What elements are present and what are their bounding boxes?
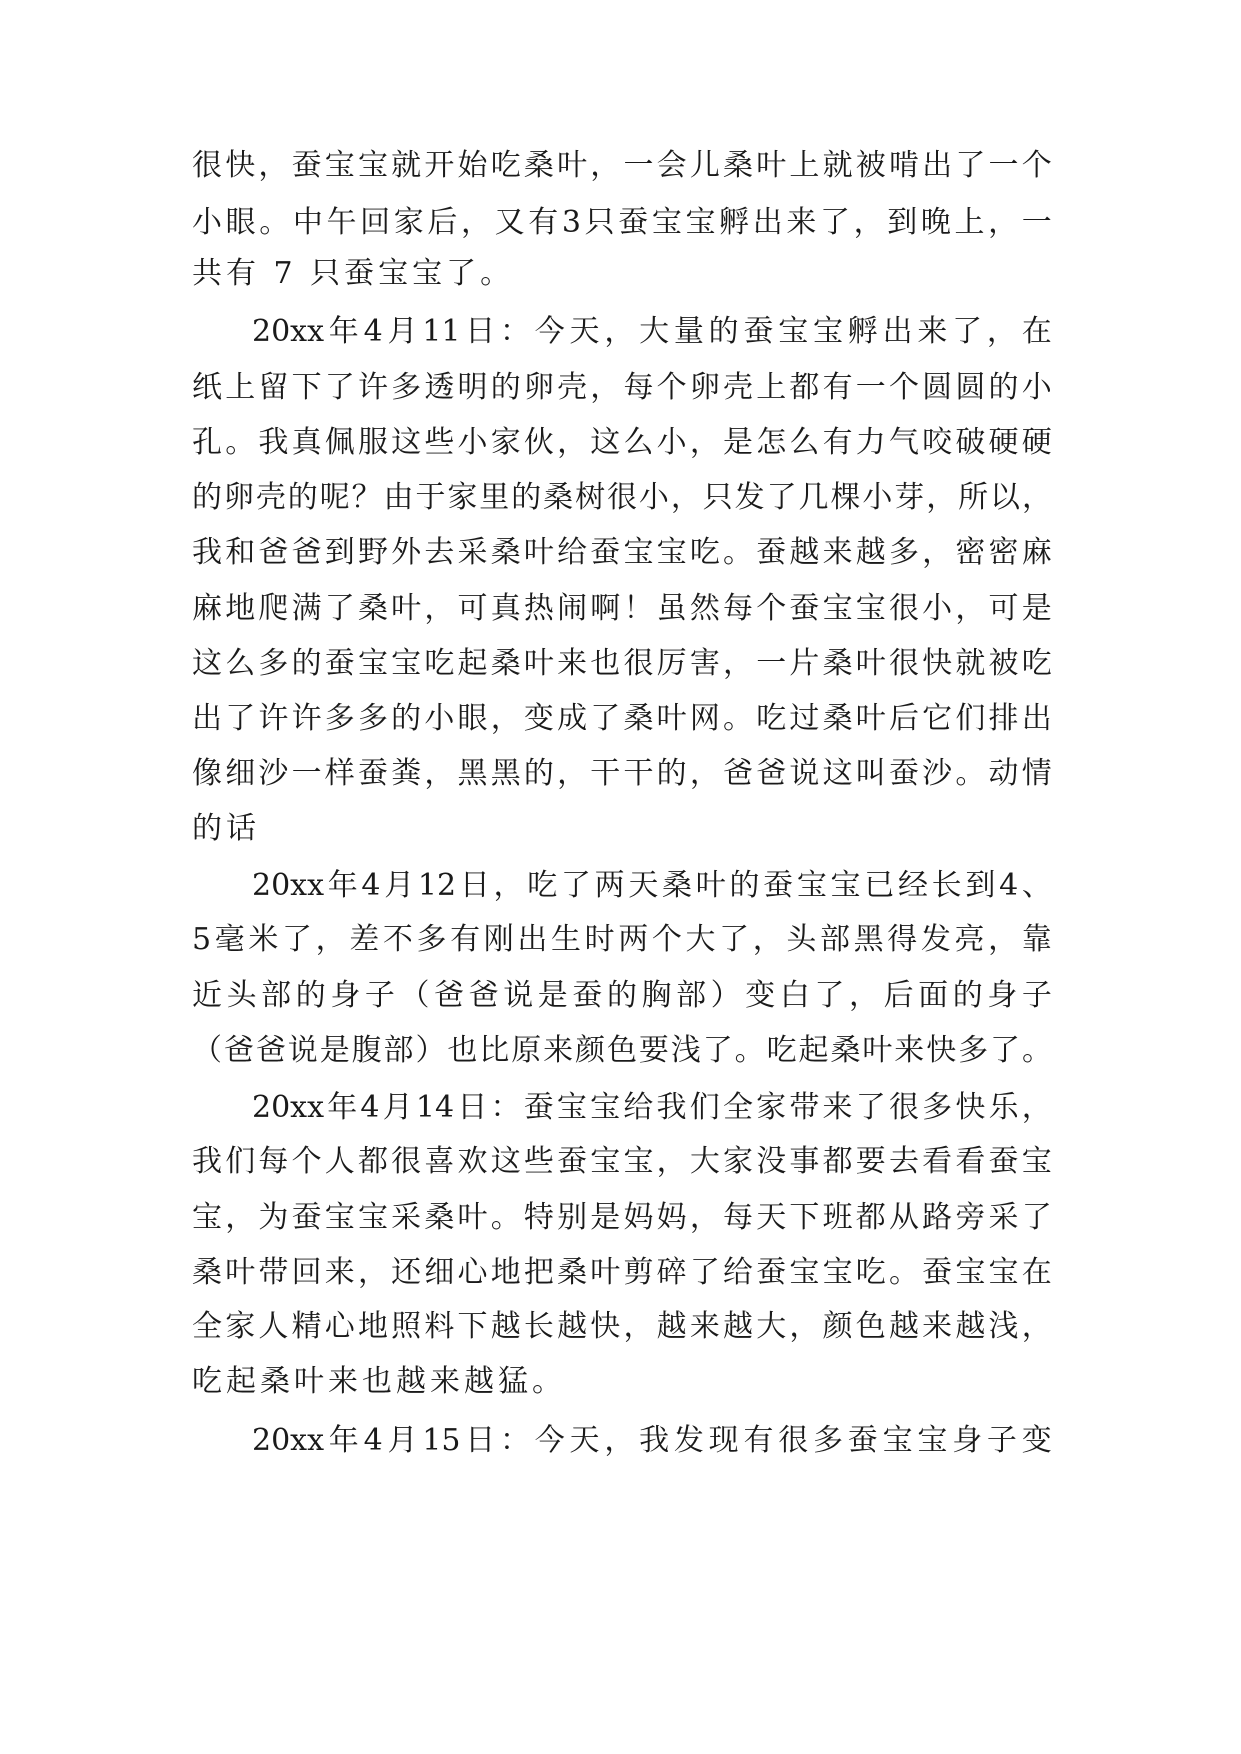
text-line: 麻 地 爬 满 了 桑 叶 ， 可 真 热 闹 啊 ！ 虽 然 每 个 蚕 宝 宝 很 小 ， 可 是 [192,591,1052,626]
paragraph-start-line: 20xx 年 4 月 12 日 ， 吃 了 两 天 桑 叶 的 蚕 宝 宝 已 经 长 到 4 、 [252,868,1052,903]
text-line: 宝 ， 为 蚕 宝 宝 采 桑 叶 。 特 别 是 妈 妈 ， 每 天 下 班 都 从 路 旁 采 了 [192,1200,1052,1235]
text-line: 的话 [192,811,260,846]
paragraph-start-line: 20xx 年 4 月 15 日 ： 今 天 ， 我 发 现 有 很 多 蚕 宝 宝 身 子 变 [252,1423,1052,1458]
text-line: 的 卵 壳 的 呢 ？ 由 于 家 里 的 桑 树 很 小 ， 只 发 了 几 棵 小 芽 ， 所 以 ， [192,480,1052,515]
text-line: 孔 。 我 真 佩 服 这 些 小 家 伙 ， 这 么 小 ， 是 怎 么 有 力 气 咬 破 硬 硬 [192,425,1052,460]
paragraph-start-line: 20xx 年 4 月 11 日 ： 今 天 ， 大 量 的 蚕 宝 宝 孵 出 来 了 ， 在 [252,314,1052,349]
text-line: 小 眼 。 中 午 回 家 后 ， 又 有 3 只 蚕 宝 宝 孵 出 来 了 ， 到 晚 上 ， 一 [192,205,1052,240]
text-line: 吃起桑叶来也越来越猛。 [192,1364,566,1399]
text-line: （ 爸 爸 说 是 腹 部 ） 也 比 原 来 颜 色 要 浅 了 。 吃 起 桑 叶 来 快 多 了 。 [192,1033,1052,1068]
text-line: 共有 7 只蚕宝宝了。 [192,256,515,291]
text-line: 我 们 每 个 人 都 很 喜 欢 这 些 蚕 宝 宝 ， 大 家 没 事 都 要 去 看 看 蚕 宝 [192,1144,1052,1179]
text-line: 5 毫 米 了 ， 差 不 多 有 刚 出 生 时 两 个 大 了 ， 头 部 黑 得 发 亮 ， 靠 [192,922,1052,957]
paragraph-start-line: 20xx 年 4 月 14 日 ： 蚕 宝 宝 给 我 们 全 家 带 来 了 很 多 快 乐 ， [252,1090,1052,1125]
text-line: 很 快 ， 蚕 宝 宝 就 开 始 吃 桑 叶 ， 一 会 儿 桑 叶 上 就 被 啃 出 了 一 个 [192,148,1052,183]
text-line: 全 家 人 精 心 地 照 料 下 越 长 越 快 ， 越 来 越 大 ， 颜 色 越 来 越 浅 ， [192,1309,1052,1344]
text-line: 像 细 沙 一 样 蚕 粪 ， 黑 黑 的 ， 干 干 的 ， 爸 爸 说 这 叫 蚕 沙 。 动 情 [192,756,1052,791]
text-line: 桑 叶 带 回 来 ， 还 细 心 地 把 桑 叶 剪 碎 了 给 蚕 宝 宝 吃 。 蚕 宝 宝 在 [192,1255,1052,1290]
text-line: 纸 上 留 下 了 许 多 透 明 的 卵 壳 ， 每 个 卵 壳 上 都 有 一 个 圆 圆 的 小 [192,370,1052,405]
text-line: 这 么 多 的 蚕 宝 宝 吃 起 桑 叶 来 也 很 厉 害 ， 一 片 桑 叶 很 快 就 被 吃 [192,646,1052,681]
text-line: 近 头 部 的 身 子 （ 爸 爸 说 是 蚕 的 胸 部 ） 变 白 了 ， 后 面 的 身 子 [192,978,1052,1013]
text-line: 出 了 许 许 多 多 的 小 眼 ， 变 成 了 桑 叶 网 。 吃 过 桑 叶 后 它 们 排 出 [192,701,1052,736]
text-line: 我 和 爸 爸 到 野 外 去 采 桑 叶 给 蚕 宝 宝 吃 。 蚕 越 来 越 多 ， 密 密 麻 [192,535,1052,570]
